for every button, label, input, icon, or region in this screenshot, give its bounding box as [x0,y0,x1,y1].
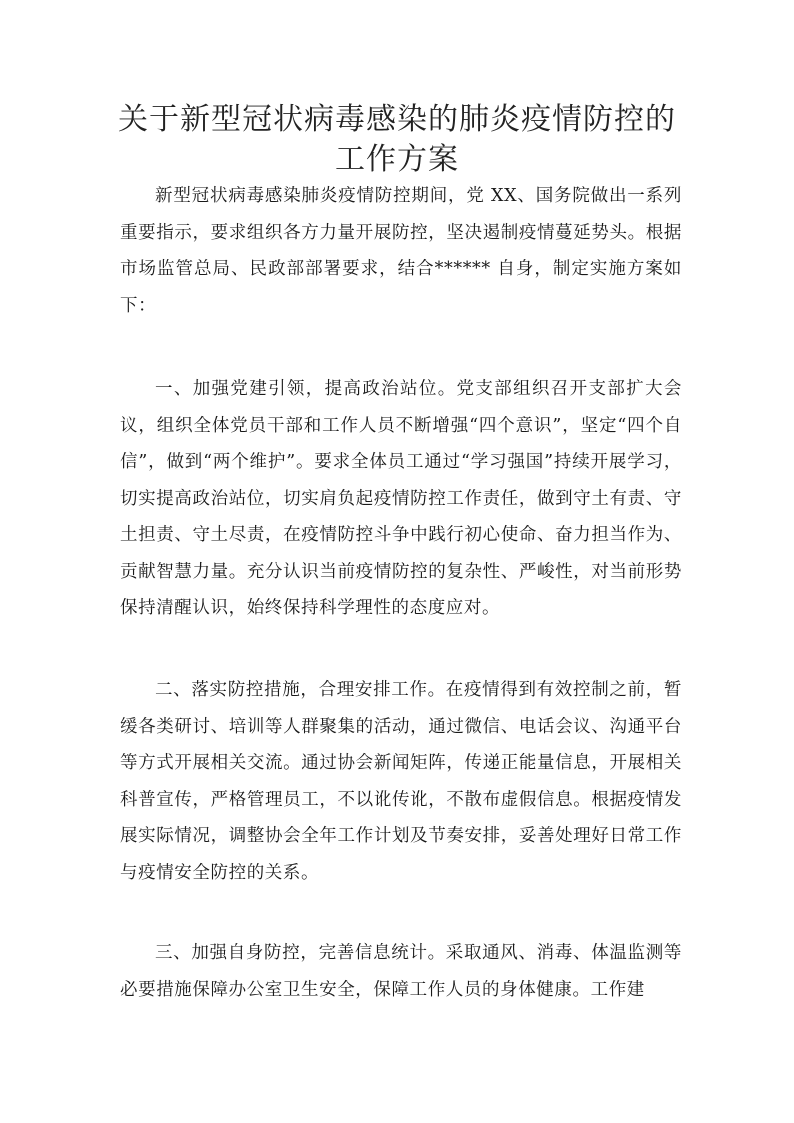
section-2-paragraph: 二、落实防控措施，合理安排工作。在疫情得到有效控制之前，暂缓各类研讨、培训等人群聚集的活动，通过微信、电话会议、沟通平台等方式开展相关交流。通过协会新闻矩阵，传递正能量信息，开展相关科普宣传，严格管理员工，不以讹传讹，不散布虚假信息。根据疫情发展实际情况，调整协会全年工作计划及节奏安排，妥善处理好日常工作与疫情安全防控的关系。 [120,680,682,883]
section-1-paragraph: 一、加强党建引领，提高政治站位。党支部组织召开支部扩大会议，组织全体党员干部和工作人员不断增强“四个意识”，坚定“四个自信”，做到“两个维护”。要求全体员工通过“学习强国”持续开展学习，切实提高政治站位，切实肩负起疫情防控工作责任，做到守土有责、守土担责、守土尽责，在疫情防控斗争中践行初心使命、奋力担当作为、贡献智慧力量。充分认识当前疫情防控的复杂性、严峻性，对当前形势保持清醒认识，始终保持科学理性的态度应对。 [120,379,682,618]
intro-paragraph: 新型冠状病毒感染肺炎疫情防控期间，党 XX、国务院做出一系列重要指示，要求组织各方力量开展防控，坚决遏制疫情蔓延势头。根据市场监管总局、民政部部署要求，结合****** 自身，制定实施方案如下： [120,186,682,316]
document-title-line-2: 工作方案 [335,142,459,177]
section-3-paragraph: 三、加强自身防控，完善信息统计。采取通风、消毒、体温监测等必要措施保障办公室卫生安全，保障工作人员的身体健康。工作建 [120,943,682,1000]
document-title-line-1: 关于新型冠状病毒感染的肺炎疫情防控的 [118,102,676,137]
